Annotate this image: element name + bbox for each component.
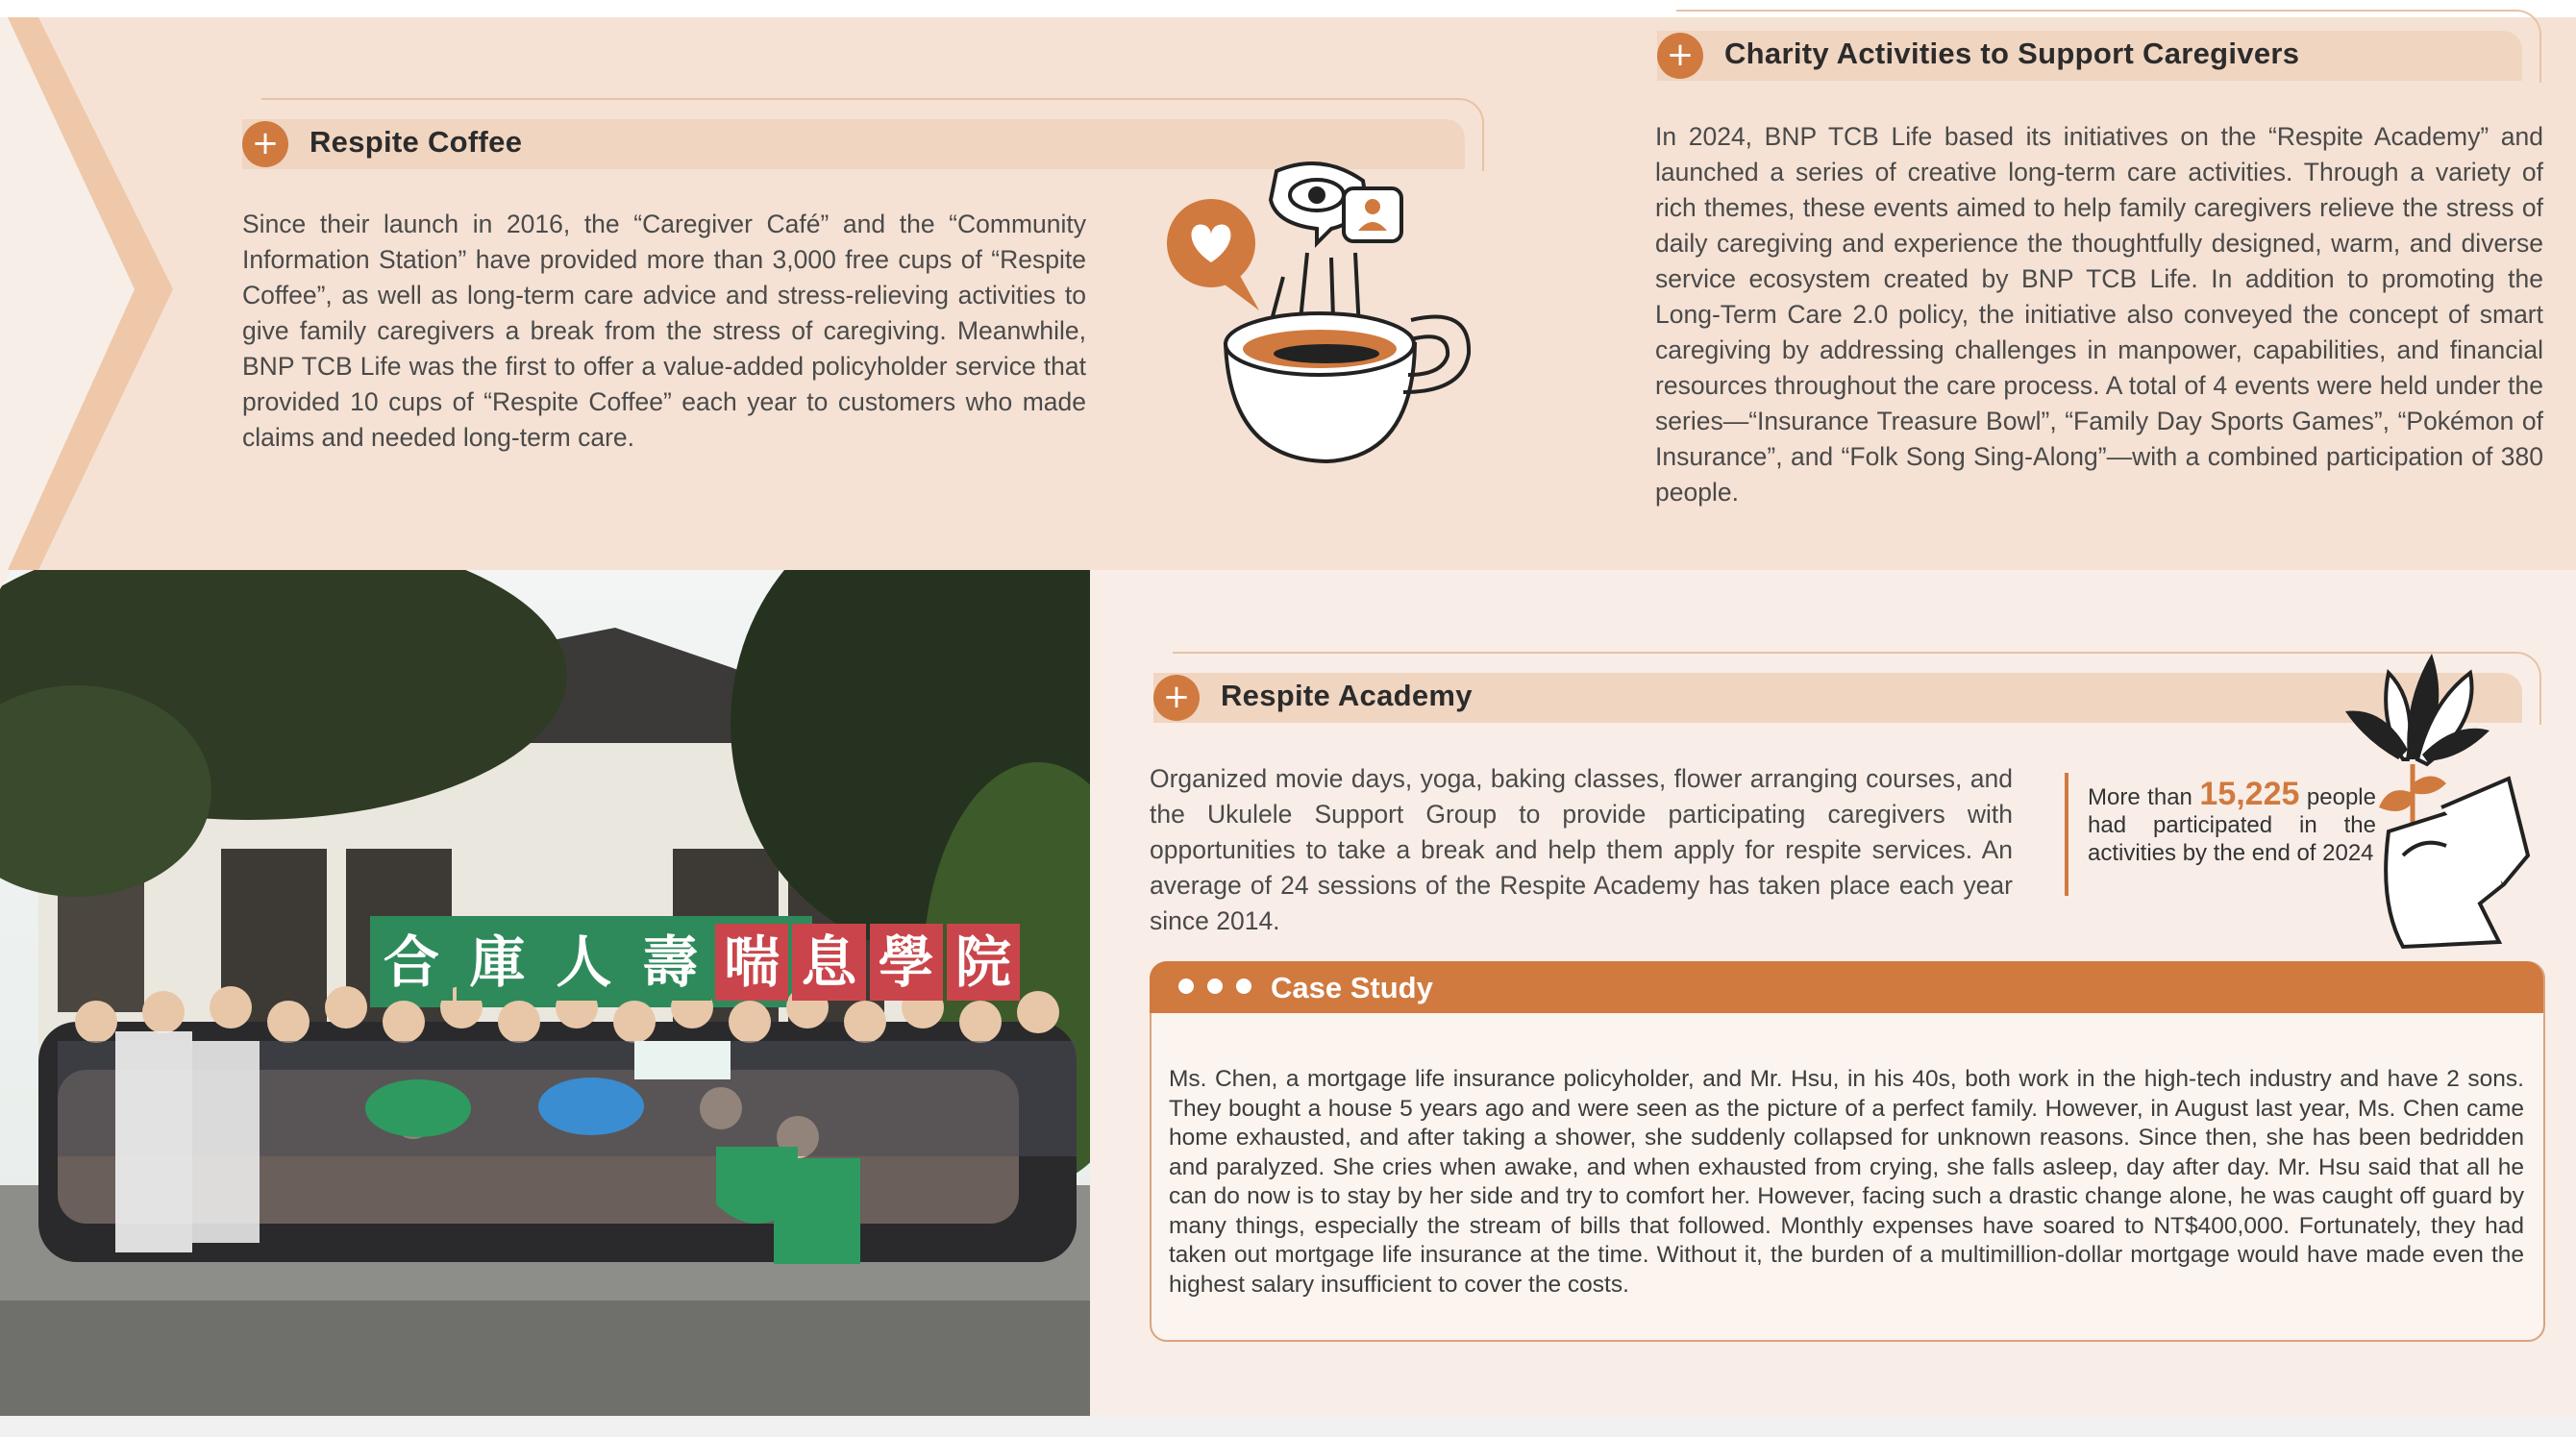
banner-char: 庫	[457, 924, 539, 1001]
dot-icon	[1207, 979, 1223, 994]
banner-char: 院	[947, 924, 1020, 1001]
heart-bubble-icon	[1167, 199, 1259, 310]
stat-suffix: people had participated in the activities by the end of 2024	[2088, 784, 2376, 866]
group-photo	[0, 570, 1090, 1416]
dot-icon	[1236, 979, 1251, 994]
banner-text	[370, 916, 1024, 1007]
plus-icon: +	[242, 121, 288, 167]
left-chevron-decoration	[0, 17, 192, 570]
banner-char: 息	[792, 924, 865, 1001]
bottom-margin	[0, 1416, 2576, 1437]
person-bubble-icon	[1344, 188, 1401, 241]
stat-prefix: More than	[2088, 784, 2200, 810]
respite-academy-title: Respite Academy	[1221, 679, 1473, 712]
banner-char: 人	[543, 924, 626, 1001]
respite-coffee-title: Respite Coffee	[310, 125, 523, 159]
charity-header	[1657, 31, 2522, 81]
dot-icon	[1178, 979, 1194, 994]
respite-coffee-body: Since their launch in 2016, the “Caregiver Café” and the “Community Information Station” have provided more than 3,000 free cups of “Respite Coffee”, as well as long-term care advice and stress-relieving activities to give family caregivers a break from the stress of caregiving. Meanwhile, BNP TCB Life was the first to offer a value-added policyholder service that provided 10 cups of “Respite Coffee” each year to customers who made claims and needed long-term care.	[242, 210, 1086, 452]
banner-char: 合	[370, 924, 453, 1001]
charity-title: Charity Activities to Support Caregivers	[1724, 37, 2300, 70]
case-study-title: Case Study	[1271, 971, 1433, 1004]
charity-body: In 2024, BNP TCB Life based its initiatives on the “Respite Academy” and launched a series of creative long-term care activities. Through a variety of rich themes, these events aimed to help family caregivers relieve the stress of daily caregiving and experience the thoughtfully designed, warm, and diverse service ecosystem created by BNP TCB Life. In addition to promoting the Long-Term Care 2.0 policy, the initiative also conveyed the concept of smart caregiving by addressing challenges in manpower, capabilities, and financial resources throughout the care process. A total of 4 events were held under the series—“Insurance Treasure Bowl”, “Family Day Sports Games”, “Pokémon of Insurance”, and “Folk Song Sing-Along”—with a combined participation of 380 people.	[1655, 122, 2543, 507]
case-study-dots	[1178, 979, 1265, 999]
coffee-illustration	[1163, 152, 1480, 469]
plus-icon: +	[1657, 33, 1703, 79]
coffee-cup-icon	[1226, 313, 1469, 461]
plus-icon: +	[1153, 675, 1200, 721]
banner-char: 喘	[715, 924, 788, 1001]
respite-academy-body: Organized movie days, yoga, baking classes, flower arranging courses, and the Ukulele Support Group to provide participating caregivers with opportunities to take a break and help them apply for respite services. An average of 24 sessions of the Respite Academy has taken place each year since 2014.	[1150, 764, 2013, 935]
banner-char: 壽	[629, 924, 711, 1001]
banner-char: 學	[870, 924, 943, 1001]
photo-chevron-notch	[0, 570, 77, 1416]
case-study-body: Ms. Chen, a mortgage life insurance policyholder, and Mr. Hsu, in his 40s, both work in the high-tech industry and have 2 sons. They bought a house 5 years ago and were seen as the picture of a perfect family. However, in August last year, Ms. Chen came home exhausted, and after taking a shower, she suddenly collapsed for unknown reasons. Since then, she has been bedridden and paralyzed. She cries when awake, and when exhausted from crying, she falls asleep, day after day. Mr. Hsu said that all he can do now is to stay by her side and try to comfort her. However, facing such a drastic change alone, he was caught off guard by many things, especially the stream of bills that followed. Monthly expenses have soared to NT$400,000. Fortunately, they had taken out mortgage life insurance at the time. Without it, the burden of a multimillion-dollar mortgage would have made even the highest salary insufficient to cover the costs.	[1169, 1066, 2524, 1298]
stat-number: 15,225	[2199, 776, 2300, 812]
flower-hand-illustration	[2288, 615, 2566, 961]
